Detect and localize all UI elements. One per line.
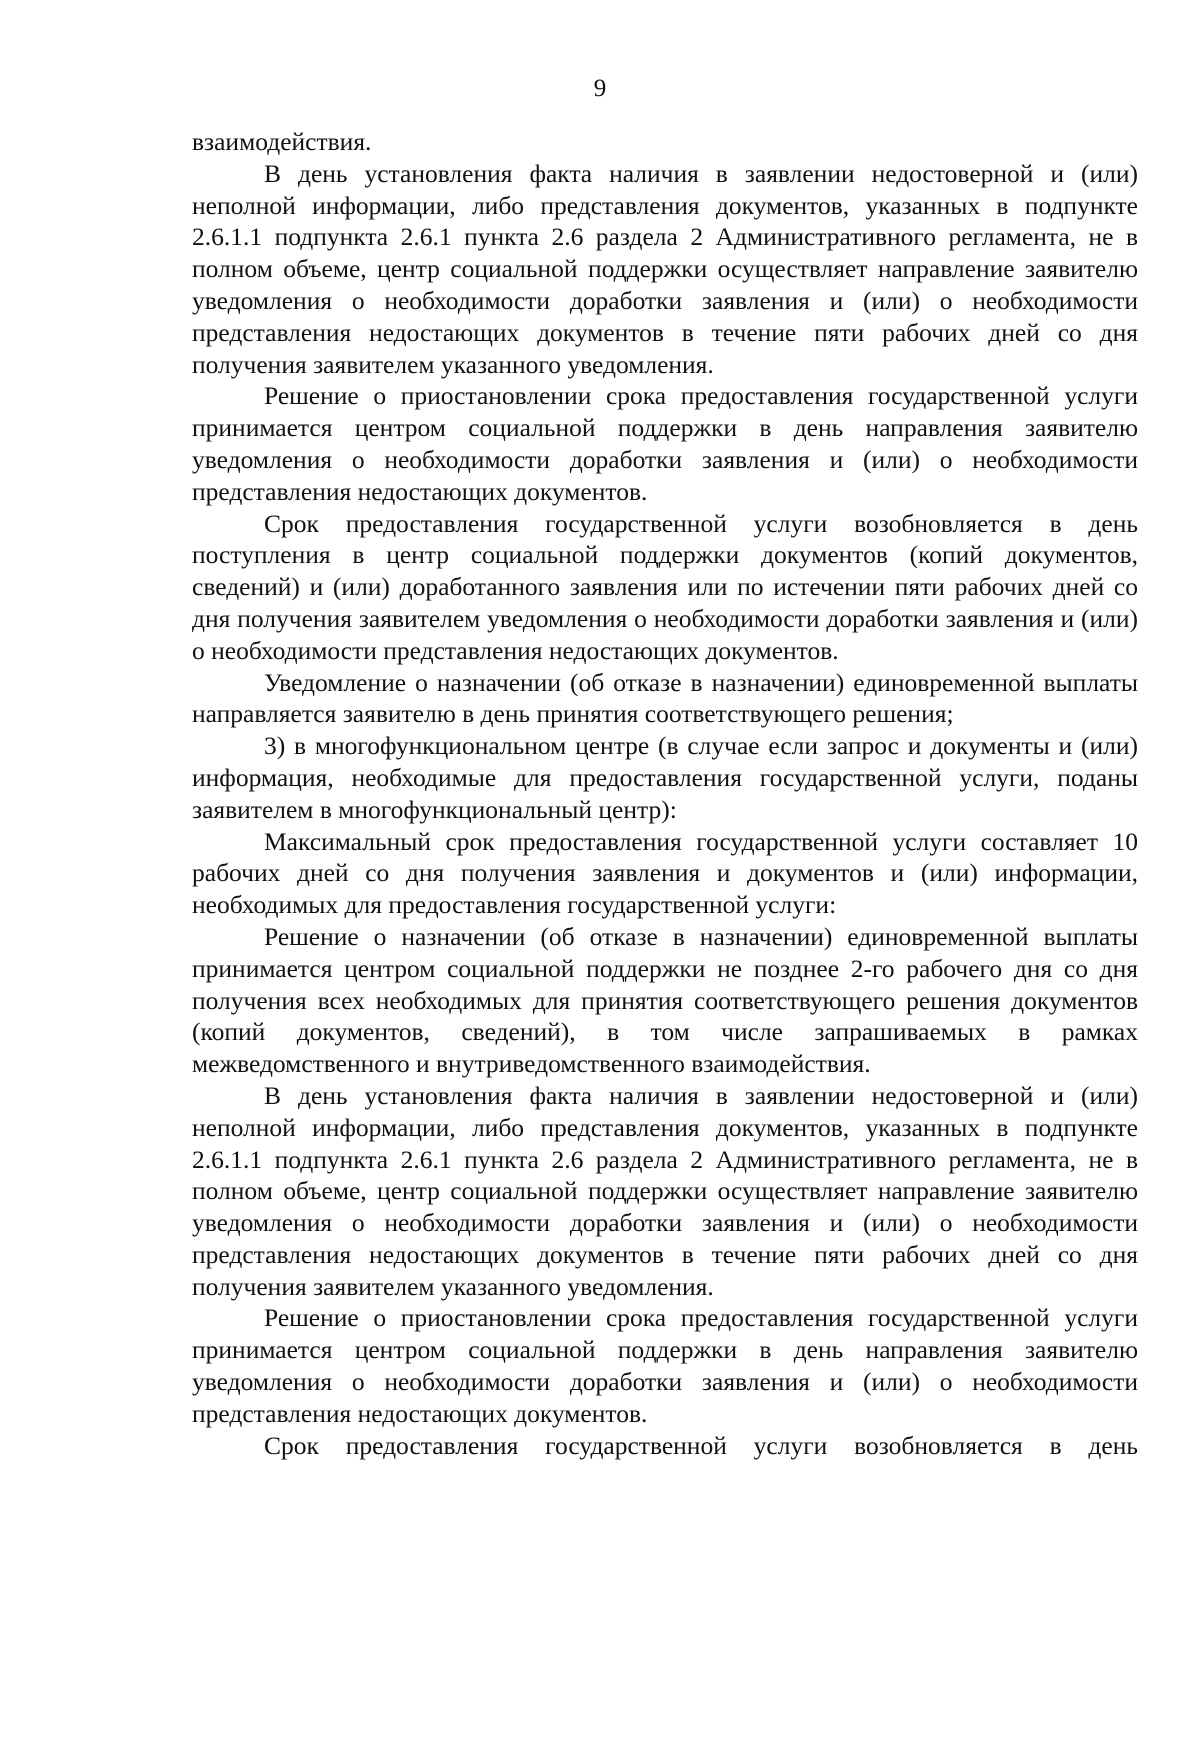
paragraph: взаимодействия.	[192, 127, 372, 156]
paragraph: В день установления факта наличия в заявлении недостоверной и (или) неполной информации, либо представления документов, указанных в подпункте 2.6.1.1 подпункта 2.6.1 пункта 2.6 раздела 2 Административного регламента, не в полном объеме, центр социальной поддержки осуществляет направление заявителю уведомления о необходимости доработки заявления и (или) о необходимости представления недостающих документов в течение пяти рабочих дней со дня получения заявителем указанного уведомления.	[192, 158, 1138, 379]
document-body	[192, 126, 1138, 1461]
paragraph: Решение о назначении (об отказе в назначении) единовременной выплаты принимается центром социальной поддержки не позднее 2-го рабочего дня со дня получения всех необходимых для принятия соответствующего решения документов (копий документов, сведений), в том числе запрашиваемых в рамках межведомственного и внутриведомственного взаимодействия.	[192, 921, 1138, 1079]
paragraph: Срок предоставления государственной услуги возобновляется в день	[264, 1430, 1138, 1460]
paragraph: Максимальный срок предоставления государственной услуги составляет 10 рабочих дней со дня получения заявления и документов и (или) информации, необходимых для предоставления государственной услуги:	[192, 826, 1138, 920]
paragraph: 3) в многофункциональном центре (в случае если запрос и документы и (или) информация, необходимые для предоставления государственной услуги, поданы заявителем в многофункциональный центр):	[192, 731, 1138, 824]
page-number: 9	[593, 75, 607, 102]
paragraph: Решение о приостановлении срока предоставления государственной услуги принимается центром социальной поддержки в день направления заявителю уведомления о необходимости доработки заявления и (или) о необходимости представления недостающих документов.	[192, 1303, 1138, 1428]
paragraph: Решение о приостановлении срока предоставления государственной услуги принимается центром социальной поддержки в день направления заявителю уведомления о необходимости доработки заявления и (или) о необходимости представления недостающих документов.	[192, 381, 1138, 506]
paragraph: В день установления факта наличия в заявлении недостоверной и (или) неполной информации, либо представления документов, указанных в подпункте 2.6.1.1 подпункта 2.6.1 пункта 2.6 раздела 2 Административного регламента, не в полном объеме, центр социальной поддержки осуществляет направление заявителю уведомления о необходимости доработки заявления и (или) о необходимости представления недостающих документов в течение пяти рабочих дней со дня получения заявителем указанного уведомления.	[192, 1080, 1138, 1301]
paragraph: Уведомление о назначении (об отказе в назначении) единовременной выплаты направляется заявителю в день принятия соответствующего решения;	[192, 667, 1138, 729]
paragraph: Срок предоставления государственной услуги возобновляется в день поступления в центр социальной поддержки документов (копий документов, сведений) и (или) доработанного заявления или по истечении пяти рабочих дней со дня получения заявителем уведомления о необходимости доработки заявления и (или) о необходимости представления недостающих документов.	[192, 508, 1138, 665]
